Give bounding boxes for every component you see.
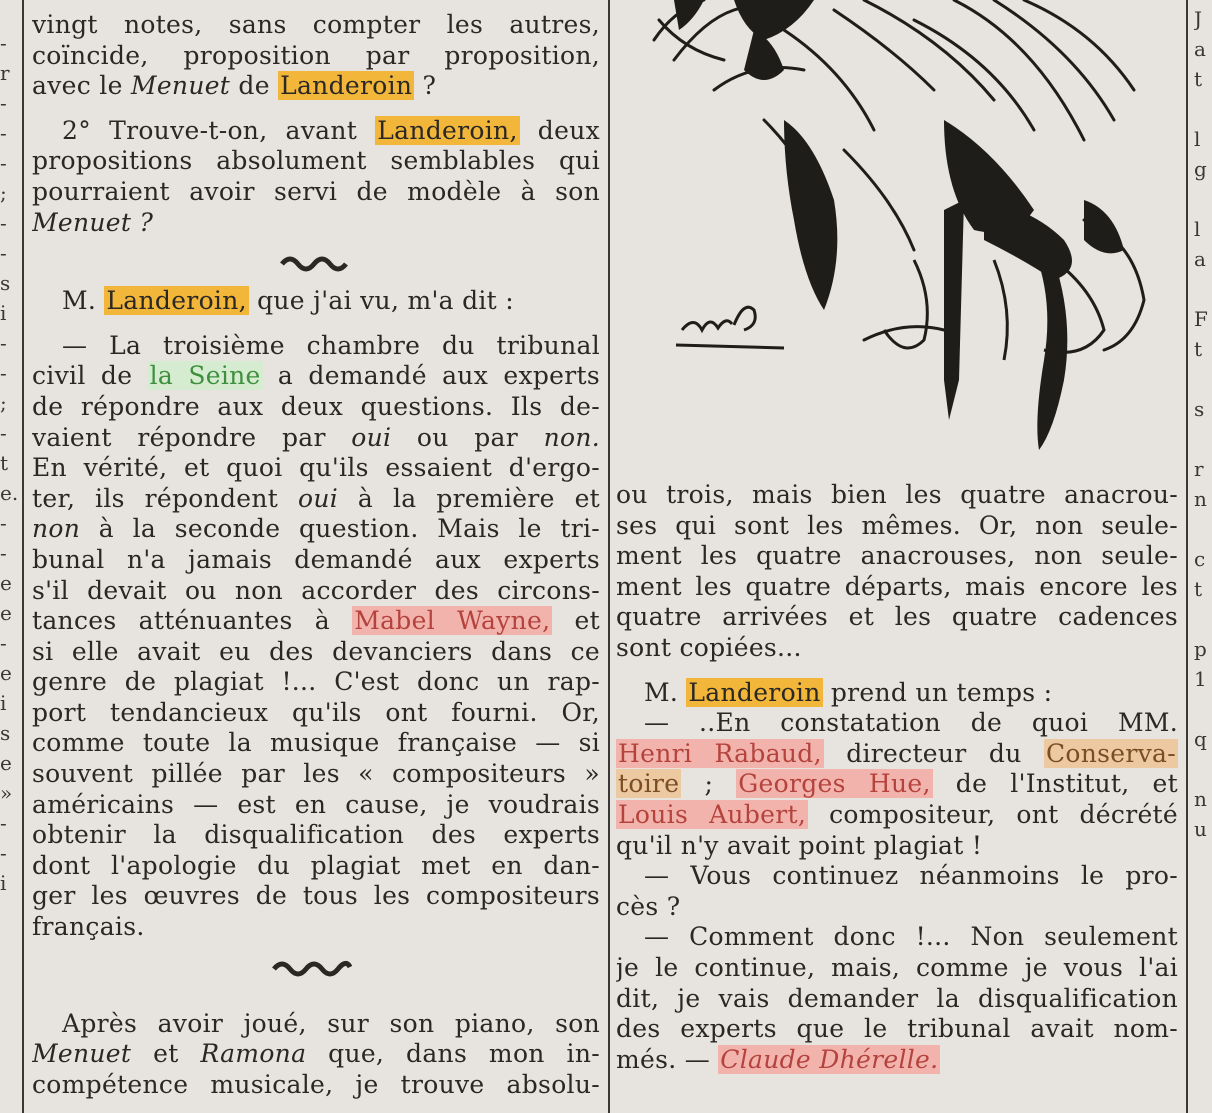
text-line: quatre arrivées et les quatre cadences [616,602,1178,632]
text-fragment: à la seconde question. Mais le tri- [80,514,600,544]
text-line [32,116,600,147]
text-line [32,71,600,102]
text-line: dit, je vais demander la disqualification [616,983,1178,1013]
text-line: dont l'apologie du plagiat met en dan- [32,850,600,880]
quote-paragraph [32,331,600,943]
text-line [616,678,1178,709]
text-line [32,514,600,545]
text-line [616,769,1178,800]
text-line: ses qui sont les mêmes. Or, non seule- [616,510,1178,540]
paragraph-question [616,861,1178,922]
text-fragment: compositeur, ont décrété [808,799,1178,829]
text-fragment: directeur du [823,738,1044,768]
left-column [32,10,600,1110]
emphasis-non: non [32,514,81,544]
text-line [32,286,600,317]
highlight-organization: toire [618,769,680,799]
text-line: s'il devait ou non accorder des circons- [32,575,600,605]
menuet-title: Menuet [130,71,231,101]
text-line: ou trois, mais bien les quatre anacrou- [616,480,1178,509]
text-line: comme toute la musique française — si [32,728,600,758]
text-fragment: a demandé aux experts [262,361,600,391]
text-line: ment les quatre départs, mais encore les [616,571,1178,601]
artist-signature [676,307,784,348]
text-fragment: ou par [391,422,544,452]
text-fragment: M. [644,677,687,707]
text-line [616,800,1178,831]
highlight-person: Louis Aubert, [618,799,807,829]
text-fragment: tances atténuantes à [32,606,353,636]
text-line: port tendancieux qu'ils ont fourni. Or, [32,697,600,727]
caricature-illustration [614,0,1184,478]
text-fragment: 2° Trouve-t-on, avant [62,115,376,145]
column-rule-right [1186,0,1188,1113]
text-line [32,423,600,454]
text-fragment: M. [62,286,105,316]
text-fragment: civil de [32,361,148,391]
text-line: bunal n'a jamais demandé aux experts [32,544,600,574]
text-line: compétence musicale, je trouve absolu- [32,1069,600,1099]
paragraph-experts [616,708,1178,861]
text-fragment: et [552,606,600,636]
text-line: souvent pillée par les « compositeurs » [32,759,600,789]
text-line: si elle avait eu des devanciers dans ce [32,636,600,666]
text-line [32,361,600,392]
text-fragment: avec le [32,71,131,101]
highlight-place: la Seine [149,361,261,391]
text-line: Après avoir joué, sur son piano, son [62,1008,600,1038]
text-fragment: et [131,1039,201,1069]
text-line: — La troisième chambre du tribunal [62,330,600,360]
highlight-landeroin: Landeroin [688,677,821,707]
text-line [32,208,600,239]
text-line: français. [32,912,145,942]
paragraph-landeroin-pause [616,678,1178,709]
text-line: des experts que le tribunal avait nom- [616,1014,1178,1044]
text-line: propositions absolument semblables qui [32,146,600,176]
menuet-title: Menuet ? [32,207,154,237]
squiggle-divider-1 [32,238,600,286]
paragraph-1 [32,10,600,102]
text-fragment: de l'Institut, et [932,769,1178,799]
right-column [616,480,1178,1110]
text-line: de répondre aux deux questions. Ils de- [32,391,600,421]
text-line: je le continue, mais, comme je vous l'ai [616,952,1178,982]
text-line: coïncide, proposition par proposition, [32,40,600,70]
text-fragment: à la première et [338,483,600,513]
text-fragment: ? [414,71,437,101]
text-line: vingt notes, sans compter les autres, [32,10,600,39]
text-line: En vérité, et quoi qu'ils essaient d'ergo- [32,453,600,483]
text-line: sont copiées... [616,632,802,662]
text-line: — Vous continuez néanmoins le pro- [644,861,1178,891]
text-line: — ..En constatation de quoi MM. [644,708,1178,738]
text-line: genre de plagiat !... C'est donc un rap- [32,667,600,697]
text-fragment: vaient répondre par [32,422,352,452]
text-line: qu'il n'y avait point plagiat ! [616,830,983,860]
text-line [616,1045,1178,1076]
paragraph-3 [32,286,600,317]
text-fragment: més. — [616,1044,719,1074]
text-fragment: deux [519,115,600,145]
author-signature: Claude Dhérelle. [720,1044,939,1074]
highlight-landeroin: Landeroin, [106,286,247,316]
text-line [32,606,600,637]
text-line: ger les œuvres de tous les compositeurs [32,881,600,911]
squiggle-ornament-icon [280,252,350,274]
highlight-organization: Conserva- [1045,738,1176,768]
text-line: obtenir la disqualification des experts [32,820,600,850]
text-line [32,484,600,515]
emphasis-non: non. [543,422,600,452]
squiggle-divider-2 [32,943,600,999]
text-fragment: que j'ai vu, m'a dit : [248,286,514,316]
text-fragment: que, dans mon in- [306,1039,600,1069]
paragraph-answer [616,922,1178,1075]
text-fragment: prend un temps : [822,677,1053,707]
highlight-person: Henri Rabaud, [618,738,822,768]
text-fragment: ter, ils répondent [32,483,299,513]
right-edge-fragments: J a t l g l a F t s r n c t p 1 q n u [1194,7,1208,841]
emphasis-oui: oui [298,483,339,513]
text-line: ment les quatre anacrouses, non seule- [616,541,1178,571]
paragraph-4 [32,1009,600,1101]
ramona-title: Ramona [200,1039,307,1069]
squiggle-ornament-icon [272,957,352,979]
column-rule-left [22,0,24,1113]
highlight-landeroin: Landeroin, [377,115,518,145]
text-line: — Comment donc !... Non seulement [644,922,1178,952]
text-line: pourraient avoir servi de modèle à son [32,176,600,206]
text-fragment: de [230,71,279,101]
text-line [616,739,1178,770]
text-line [32,1039,600,1070]
paragraph-2 [32,116,600,238]
text-line: cès ? [616,891,681,921]
highlight-person: Mabel Wayne, [354,606,551,636]
text-line: américains — est en cause, je voudrais [32,789,600,819]
paragraph-continuation [616,480,1178,664]
emphasis-oui: oui [351,422,392,452]
column-rule-middle [608,0,610,1113]
text-fragment: ; [681,769,737,799]
highlight-landeroin: Landeroin [280,71,413,101]
highlight-person: Georges Hue, [738,769,931,799]
left-edge-fragments: - r - - - ; - - s i - - ; - t e. - - e e - e i s e » - - i [0,31,18,895]
menuet-title: Menuet [32,1039,132,1069]
